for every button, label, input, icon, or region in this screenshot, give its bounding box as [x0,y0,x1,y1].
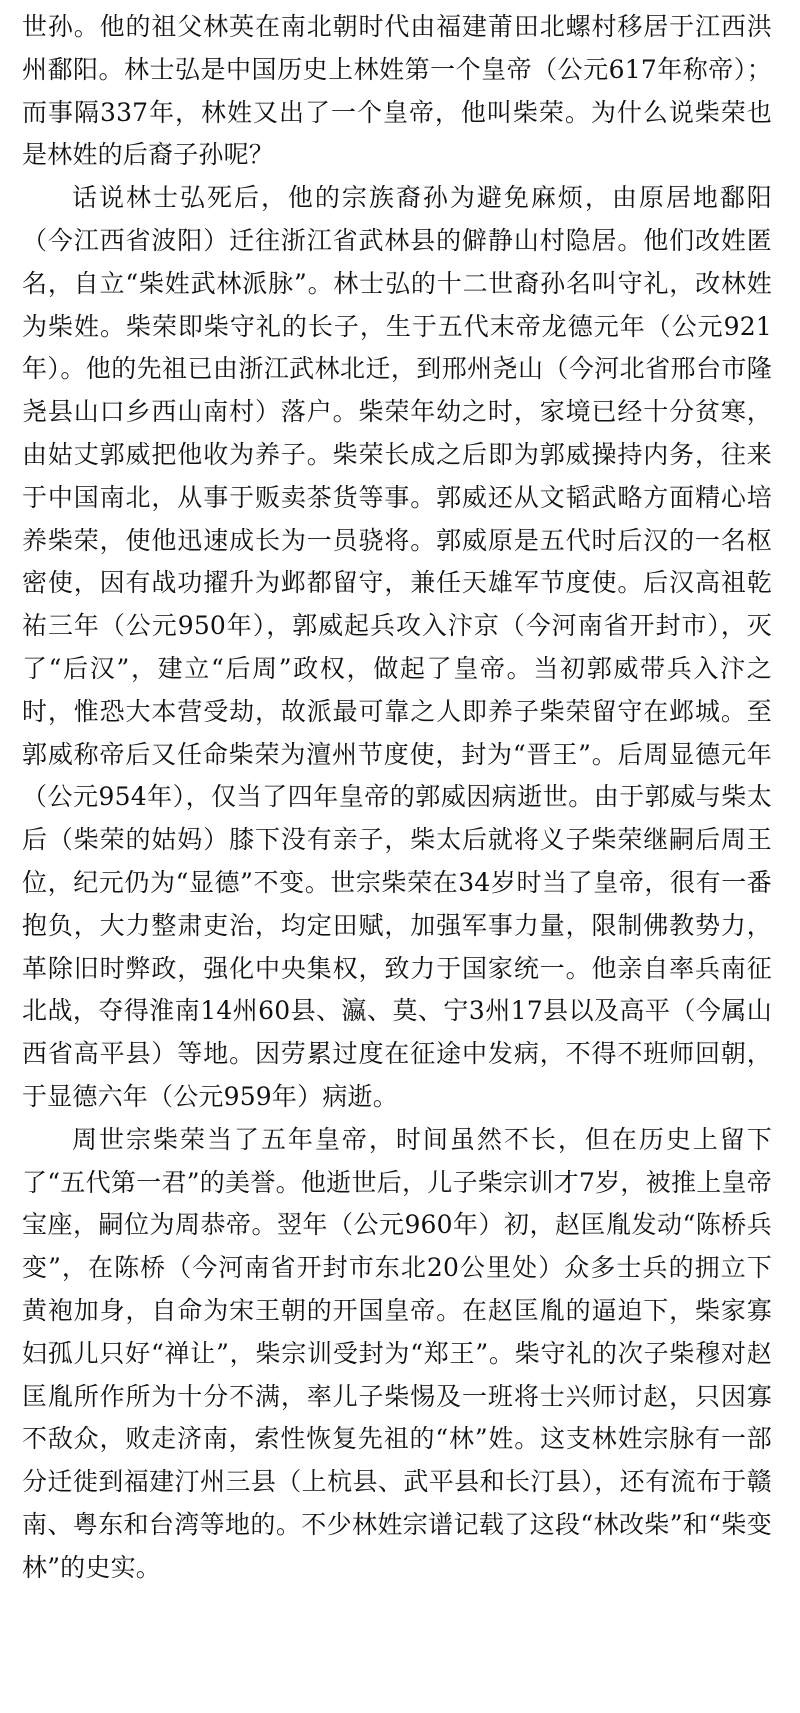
paragraph-1: 世孙。他的祖父林英在南北朝时代由福建莆田北螺村移居于江西洪州鄱阳。林士弘是中国历史上林姓第一个皇帝（公元617年称帝）；而事隔337年，林姓又出了一个皇帝，他叫柴荣。为什么说柴荣也是林姓的后裔子孙呢？ [22,12,772,170]
paragraph-2: 话说林士弘死后，他的宗族裔孙为避免麻烦，由原居地鄱阳（今江西省波阳）迁往浙江省武林县的僻静山村隐居。他们改姓匿名，自立“柴姓武林派脉”。林士弘的十二世裔孙名叫守礼，改林姓为柴姓。柴荣即柴守礼的长子，生于五代末帝龙德元年（公元921年）。他的先祖已由浙江武林北迁，到邢州尧山（今河北省邢台市隆尧县山口乡西山南村）落户。柴荣年幼之时，家境已经十分贫寒，由姑丈郭威把他收为养子。柴荣长成之后即为郭威操持内务，往来于中国南北，从事于贩卖茶货等事。郭威还从文韬武略方面精心培养柴荣，使他迅速成长为一员骁将。郭威原是五代时后汉的一名枢密使，因有战功擢升为邺都留守，兼任天雄军节度使。后汉高祖乾祐三年（公元950年），郭威起兵攻入汴京（今河南省开封市），灭了“后汉”，建立“后周”政权，做起了皇帝。当初郭威带兵入汴之时，惟恐大本营受劫，故派最可靠之人即养子柴荣留守在邺城。至郭威称帝后又任命柴荣为澶州节度使，封为“晋王”。后周显德元年（公元954年），仅当了四年皇帝的郭威因病逝世。由于郭威与柴太后（柴荣的姑妈）膝下没有亲子，柴太后就将义子柴荣继嗣后周王位，纪元仍为“显德”不变。世宗柴荣在34岁时当了皇帝，很有一番抱负，大力整肃吏治，均定田赋，加强军事力量，限制佛教势力，革除旧时弊政，强化中央集权，致力于国家统一。他亲自率兵南征北战，夺得淮南14州60县、瀛、莫、宁3州17县以及高平（今属山西省高平县）等地。因劳累过度在征途中发病，不得不班师回朝，于显德六年（公元959年）病逝。 [22,183,772,1111]
paragraph-3: 周世宗柴荣当了五年皇帝，时间虽然不长，但在历史上留下了“五代第一君”的美誉。他逝世后，儿子柴宗训才7岁，被推上皇帝宝座，嗣位为周恭帝。翌年（公元960年）初，赵匡胤发动“陈桥兵变”，在陈桥（今河南省开封市东北20公里处）众多士兵的拥立下黄袍加身，自命为宋王朝的开国皇帝。在赵匡胤的逼迫下，柴家寡妇孤儿只好“禅让”，柴宗训受封为“郑王”。柴守礼的次子柴穆对赵匡胤所作所为十分不满，率儿子柴惕及一班将士兴师讨赵，只因寡不敌众，败走济南，索性恢复先祖的“林”姓。这支林姓宗脉有一部分迁徙到福建汀州三县（上杭县、武平县和长汀县），还有流布于赣南、粤东和台湾等地的。不少林姓宗谱记载了这段“林改柴”和“柴变林”的史实。 [22,1124,772,1582]
